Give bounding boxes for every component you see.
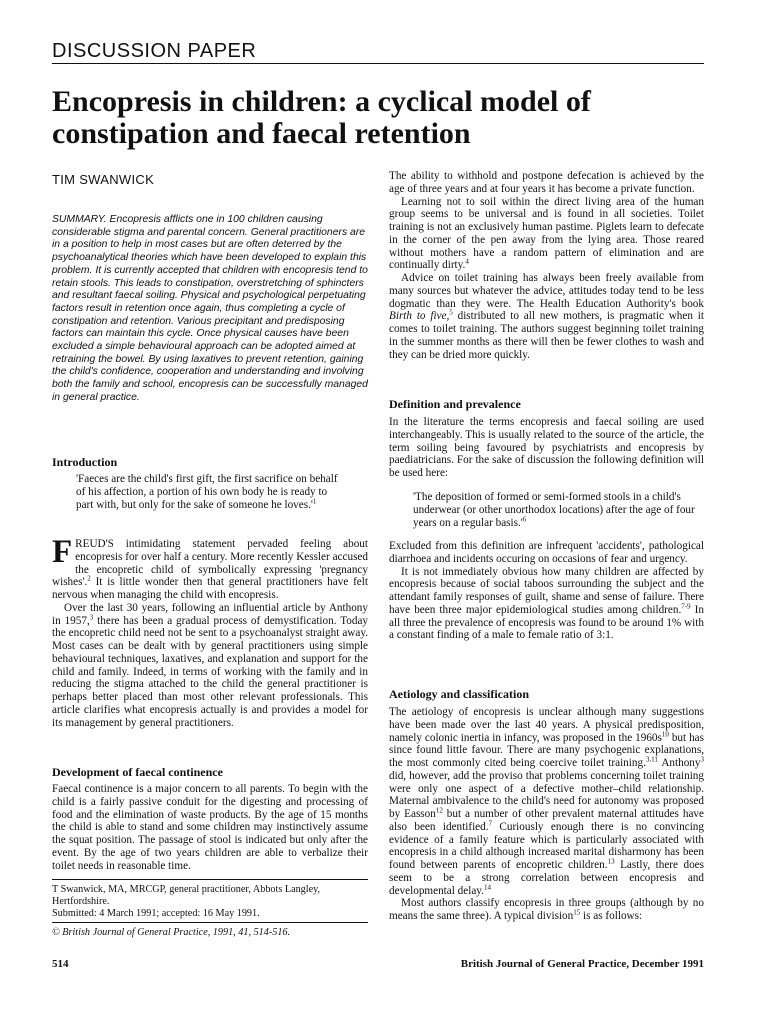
copyright-line: © British Journal of General Practice, 1991, 41, 514-516. — [52, 927, 291, 938]
paragraph-excluded: Excluded from this definition are infrequent 'accidents', pathological diarrhoea and incidents occuring on occasions of fear and urgency. — [389, 540, 704, 565]
aetiology-heading: Aetiology and classification — [389, 687, 529, 701]
drop-cap: F — [52, 534, 73, 570]
right-column-top — [389, 170, 704, 361]
copyright-rule — [52, 922, 368, 923]
paragraph-learning: Learning not to soil within the direct living area of the human group seems to be universal and is found in all societies. Toilet training is not an exclusively human pastime. Piglets learn to defecate in the corner of the pen away from the lying area. Those reared without mothers have a random pattern of elimination and are continually dirty.$^4$ — [389, 195, 704, 272]
footnote-author: T Swanwick, MA, MRCGP, general practitioner, Abbots Langley, Hertfordshire. — [52, 884, 321, 907]
footnote — [52, 884, 368, 920]
section-label: DISCUSSION PAPER — [52, 40, 257, 62]
definition-heading: Definition and prevalence — [389, 397, 521, 411]
prevalence-block — [389, 540, 704, 642]
journal-footer: British Journal of General Practice, December 1991 — [460, 958, 704, 970]
definition-quote: 'The deposition of formed or semi-formed stools in a child's underwear (or other unorthodox locations) after the age of four years on a regular $basis.'^6$ — [413, 491, 695, 529]
paragraph-advice: Advice on toilet training has always been freely available from many sources but whatever the advice, attitudes today tend to be less dogmatic than they were. The Health Education Authority's book Birth to five,$^5$ distributed to all new mothers, is pragmatic when it comes to toilet training. The authors suggest beginning toilet training in the summer months as there will then be fewer clothes to wash and they can be dried more quickly. — [389, 272, 704, 361]
summary: SUMMARY. Encopresis afflicts one in 100 children causing considerable stigma and parental concern. General practitioners are in a position to help in most cases but are often deterred by the psychoanalytical theories which have been developed to explain this problem. It is currently accepted that children with encopresis tend to retain stools. This leads to constipation, overstretching of sphincters and resultant faecal soiling. Physical and psychological perpetuating factors result in retention once again, thus completing a cycle of constipation and retention. Various precipitant and predisposing factors can maintain this cycle. Once physical causes have been excluded a simple behavioural approach can be adopted aimed at retraining the bowel. By using laxatives to prevent retention, gaining the child's confidence, cooperation and understanding and involving both the family and school, encopresis can be successfully managed in general practice. — [52, 214, 368, 403]
title-line-1: Encopresis in children: a cyclical model of — [52, 85, 591, 118]
introduction-heading: Introduction — [52, 455, 118, 469]
freud-paragraph: FREUD'S intimidating statement pervaded feeling about encopresis for over half a century. More recently Kessler accused the encopretic child of symbolically expressing 'pregnancy wishes'.$^2$ It is little wonder then that general practitioners have felt nervous when managing the child with encopresis. Over the last 30 years, following an influential article by Anthony in 1957,$^3$ there has been a gradual process of demystification. Today the encopretic child need not be sent to a psychoanalyst straight away. Most cases can be dealt with by general practitioners using simple behavioural techniques, laxatives, and explanation and support for the child and family. Indeed, in terms of working with the family and in reducing the stigma attached to the child the general practitioner is perhaps better placed than most other relevant professionals. This article clarifies what encopresis actually is and provides a model for its management by general practitioners. — [52, 534, 368, 729]
footnote-submitted: Submitted: 4 March 1991; accepted: 16 May 1991. — [52, 908, 260, 919]
author-name: TIM SWANWICK — [52, 172, 155, 187]
intro-quote-text: 'Faeces are the child's first gift, the first sacrifice on behalf of his affection, a portion of his own body he is ready to part with, but only for the sake of someone he loves.' — [76, 473, 338, 511]
page-number: 514 — [52, 958, 69, 970]
paragraph-aetiology: The aetiology of encopresis is unclear although many suggestions have been made over the last 40 years. A physical predisposition, namely colonic inertia in infancy, was proposed in the $1960s^{10}$ but has since found little favour. There are many psychogenic explanations, the most commonly cited being coercive toilet training.$^{3,11}$ Anthony$^3$ did, however, add the proviso that problems concerning toilet training were only one aspect of a defective mother–child relationship. Maternal ambivalence to the child's need for autonomy was proposed by Easson$^{12}$ but a number of other prevalent maternal attitudes have also been identified.$^7$ Curiously enough there is no convincing evidence of a family feature which is particularly associated with encopresis in a child although increased marital disharmony has been found between parents of encopretic children.$^{13}$ Lastly, there does seem to be a strong correlation between encopresis and developmental delay.$^{14}$ — [389, 706, 704, 897]
paragraph-classify: Most authors classify encopresis in three groups (although by no means the same three). A typical division$^{15}$ is as follows: — [389, 897, 704, 922]
development-heading: Development of faecal continence — [52, 765, 223, 779]
footnote-rule — [52, 879, 368, 880]
introduction-quote — [76, 473, 346, 511]
definition-paragraph: In the literature the terms encopresis and faecal soiling are used interchangeably. This is usually related to the source of the article, the term soiling being favoured by psychiatrists and encopresis by paediatricians. For the sake of discussion the following definition will be used here: — [389, 416, 704, 479]
intro-quote-ref: 1 — [312, 496, 317, 505]
demystification-paragraph: Over the last 30 years, following an influential article by Anthony in 1957,$^3$ there has been a gradual process of demystification. Today the encopretic child need not be sent to a psychoanalyst straight away. Most cases can be dealt with by general practitioners using simple behavioural techniques, laxatives, and explanation and support for the child and family. Indeed, in terms of working with the family and in reducing the stigma attached to the child the general practitioner is perhaps better placed than most other relevant professionals. This article clarifies what encopresis actually is and provides a model for its management by general practitioners. — [52, 601, 368, 729]
aetiology-block — [389, 706, 704, 923]
article-title — [52, 86, 704, 150]
top-rule — [52, 63, 704, 64]
paragraph-withhold: The ability to withhold and postpone defecation is achieved by the age of three years and at four years it has become a private function. — [389, 170, 704, 195]
paragraph-obvious: It is not immediately obvious how many children are affected by encopresis because of social taboos surrounding the subject and the attendant family responses of guilt, shame and sense of failure. There have been three major epidemiological studies among children.$^{7-9}$ In all three the prevalence of encopresis was found to be around 1% with a constant finding of a male to female ratio of 3:1. — [389, 565, 704, 642]
title-line-2: constipation and faecal retention — [52, 117, 471, 150]
development-paragraph: Faecal continence is a major concern to all parents. To begin with the child is a fairly passive conduit for the digesting and processing of food and the elimination of waste products. By the age of 15 months the child is able to stand and some children may instinctively assume the squat position. The passage of stool is indicated but only after the event. By the age of two years children are able to verbalize their toilet needs in reasonable time. — [52, 783, 368, 872]
